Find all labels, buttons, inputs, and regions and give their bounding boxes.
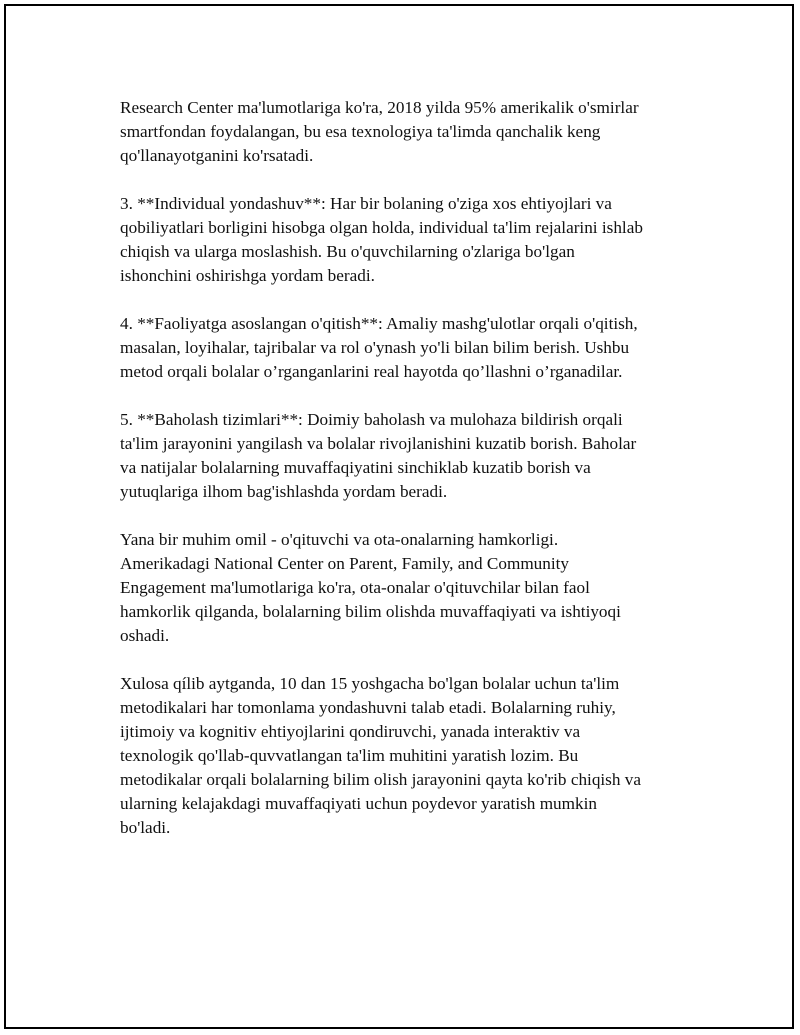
page-frame xyxy=(4,4,794,1029)
paragraph-individual-approach: 3. **Individual yondashuv**: Har bir bolaning o'ziga xos ehtiyojlari va qobiliyatlari borligini hisobga olgan holda, individual ta'lim rejalarini ishlab chiqish va ularga moslashish. Bu o'quvchilarning o'zlariga bo'lgan ishonchini oshirishga yordam beradi. xyxy=(120,194,643,285)
paragraph-research-center: Research Center ma'lumotlariga ko'ra, 2018 yilda 95% amerikalik o'smirlar smartfondan foydalangan, bu esa texnologiya ta'limda qanchalik keng qo'llanayotganini ko'rsatadi. xyxy=(120,98,639,165)
paragraph-activity-based-learning: 4. **Faoliyatga asoslangan o'qitish**: Amaliy mashg'ulotlar orqali o'qitish, masalan, loyihalar, tajribalar va rol o'ynash yo'li bilan bilim berish. Ushbu metod orqali bolalar o’rganganlarini real hayotda qo’llashni o’rganadilar. xyxy=(120,314,638,381)
paragraph-teacher-parent-cooperation: Yana bir muhim omil - o'qituvchi va ota-onalarning hamkorligi. Amerikadagi National Center on Parent, Family, and Community Engagement ma'lumotlariga ko'ra, ota-onalar o'qituvchilar bilan faol hamkorlik qilganda, bolalarning bilim olishda muvaffaqiyati va ishtiyoqi oshadi. xyxy=(120,530,621,645)
page-content xyxy=(120,96,692,840)
paragraph-assessment-systems: 5. **Baholash tizimlari**: Doimiy baholash va mulohaza bildirish orqali ta'lim jarayonini yangilash va bolalar rivojlanishini kuzatib borish. Baholar va natijalar bolalarning muvaffaqiyatini sinchiklab kuzatib borish va yutuqlariga ilhom bag'ishlashda yordam beradi. xyxy=(120,410,637,501)
paragraph-conclusion: Xulosa qílib aytganda, 10 dan 15 yoshgacha bo'lgan bolalar uchun ta'lim metodikalari har tomonlama yondashuvni talab etadi. Bolalarning ruhiy, ijtimoiy va kognitiv ehtiyojlarini qondiruvchi, yanada interaktiv va texnologik qo'llab-quvvatlangan ta'lim muhitini yaratish lozim. Bu metodikalar orqali bolalarning bilim olish jarayonini qayta ko'rib chiqish va ularning kelajakdagi muvaffaqiyati uchun poydevor yaratish mumkin bo'ladi. xyxy=(120,674,641,837)
